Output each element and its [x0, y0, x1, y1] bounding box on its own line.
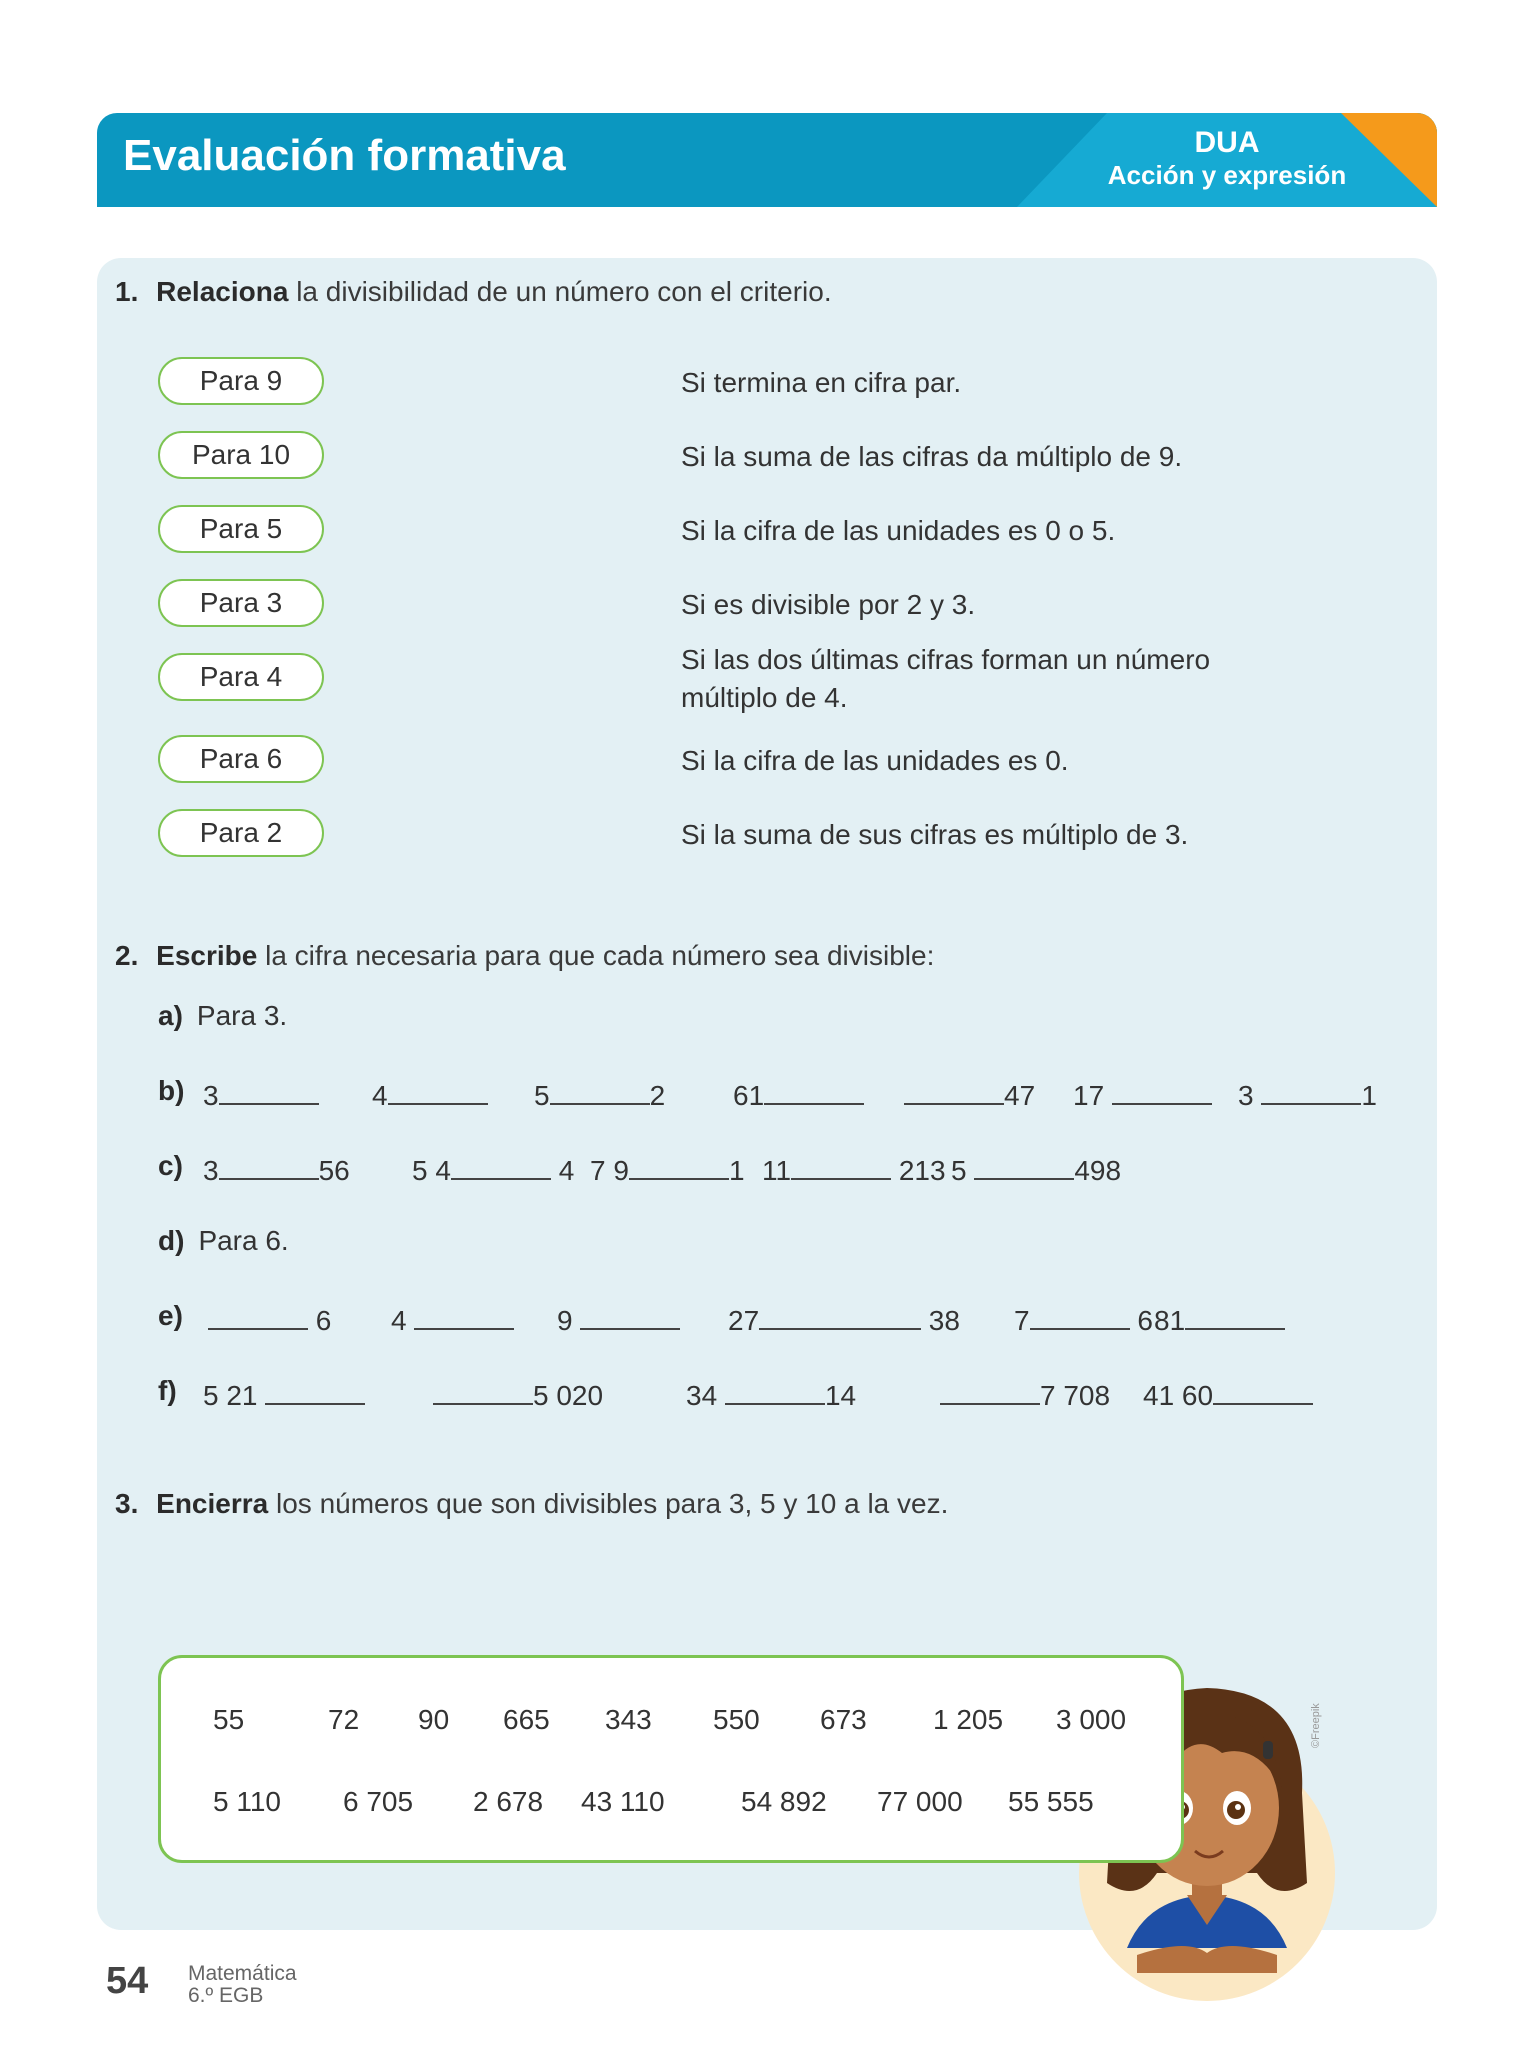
blank-item-b[interactable]: [1238, 1075, 1377, 1112]
blank-item-e[interactable]: [1014, 1300, 1153, 1337]
answer-blank[interactable]: [725, 1375, 825, 1405]
number-option[interactable]: 6 705: [343, 1786, 414, 1817]
answer-blank[interactable]: [580, 1300, 680, 1330]
blank-prefix: 5 21: [203, 1380, 266, 1411]
blank-suffix: 5 020: [533, 1380, 604, 1411]
pill-para-3[interactable]: Para 3: [158, 579, 324, 627]
blank-item-b[interactable]: [904, 1075, 1035, 1112]
footer-subject: [188, 1963, 297, 2007]
question-2-verb: Escribe: [156, 940, 258, 971]
pill-para-9[interactable]: Para 9: [158, 357, 324, 405]
answer-blank[interactable]: [219, 1075, 319, 1105]
number-option[interactable]: 2 678: [473, 1786, 544, 1817]
answer-blank[interactable]: [433, 1375, 533, 1405]
blank-prefix: 27: [728, 1305, 760, 1336]
answer-blank[interactable]: [219, 1150, 319, 1180]
criterion-3[interactable]: Si la cifra de las unidades es 0 o 5.: [681, 515, 1116, 546]
numbers-box: [158, 1655, 1184, 1863]
criterion-6[interactable]: Si la cifra de las unidades es 0.: [681, 745, 1069, 776]
blank-prefix: 7 9: [590, 1155, 629, 1186]
question-3-verb: Encierra: [156, 1488, 269, 1519]
subject-grade: 6.º EGB: [188, 1984, 264, 2007]
pill-para-2[interactable]: Para 2: [158, 809, 324, 857]
dua-label: [1097, 127, 1357, 191]
blank-suffix: 7 708: [1040, 1380, 1111, 1411]
criterion-2[interactable]: Si la suma de las cifras da múltiplo de 9.: [681, 441, 1183, 472]
question-1-number: 1.: [115, 276, 139, 307]
blank-item-e[interactable]: [557, 1300, 680, 1337]
answer-blank[interactable]: [764, 1075, 864, 1105]
answer-blank[interactable]: [974, 1150, 1074, 1180]
blank-item-c[interactable]: [590, 1150, 745, 1187]
subitem-a: [158, 1000, 287, 1032]
blank-prefix: 11: [762, 1155, 792, 1186]
answer-blank[interactable]: [940, 1375, 1040, 1405]
subitem-d: [158, 1225, 289, 1257]
answer-blank[interactable]: [1030, 1300, 1130, 1330]
answer-blank[interactable]: [388, 1075, 488, 1105]
blank-suffix: 2: [649, 1080, 666, 1111]
dua-title: DUA: [1194, 126, 1260, 159]
blank-item-f[interactable]: [686, 1375, 856, 1412]
blank-item-b[interactable]: [1073, 1075, 1212, 1112]
answer-blank[interactable]: [791, 1150, 891, 1180]
number-option[interactable]: 673: [820, 1704, 867, 1735]
subitem-e-label: e): [158, 1300, 183, 1331]
blank-prefix: 3: [203, 1080, 219, 1111]
blank-prefix: 4: [391, 1305, 415, 1336]
answer-blank[interactable]: [1185, 1300, 1285, 1330]
subitem-d-label: d): [158, 1225, 185, 1256]
question-1: [115, 276, 832, 308]
blank-suffix: 6: [308, 1305, 332, 1336]
pill-para-10[interactable]: Para 10: [158, 431, 324, 479]
pill-para-4[interactable]: Para 4: [158, 653, 324, 701]
blank-suffix: 1: [728, 1155, 745, 1186]
blank-suffix: 1: [1361, 1080, 1377, 1111]
blank-item-f[interactable]: [203, 1375, 365, 1412]
blank-item-c[interactable]: [951, 1150, 1121, 1187]
pill-para-6[interactable]: Para 6: [158, 735, 324, 783]
blank-prefix: 7: [1014, 1305, 1030, 1336]
blank-item-e[interactable]: [208, 1300, 331, 1337]
blank-item-f[interactable]: [433, 1375, 603, 1412]
number-option[interactable]: 55: [213, 1704, 245, 1735]
answer-blank[interactable]: [821, 1300, 921, 1330]
question-1-verb: Relaciona: [156, 276, 289, 307]
subitem-b-label: b): [158, 1075, 185, 1106]
blank-prefix: 5: [951, 1155, 975, 1186]
answer-blank[interactable]: [550, 1075, 650, 1105]
question-3: [115, 1488, 948, 1520]
blank-prefix: 3: [203, 1155, 219, 1186]
criterion-7[interactable]: Si la suma de sus cifras es múltiplo de 3.: [681, 819, 1189, 850]
blank-prefix: 41 60: [1143, 1380, 1214, 1411]
answer-blank[interactable]: [1213, 1375, 1313, 1405]
blank-suffix: 6: [1129, 1305, 1153, 1336]
image-credit: ©Freepik: [1310, 1703, 1322, 1748]
blank-item-c[interactable]: [203, 1150, 350, 1187]
number-option[interactable]: 43 110: [581, 1786, 665, 1817]
blank-suffix: 38: [921, 1305, 960, 1336]
subitem-f-label: f): [158, 1375, 177, 1406]
question-2-number: 2.: [115, 940, 139, 971]
number-option[interactable]: 550: [713, 1704, 760, 1735]
pill-para-5[interactable]: Para 5: [158, 505, 324, 553]
blank-item-b[interactable]: [534, 1075, 665, 1112]
number-option[interactable]: 343: [605, 1704, 652, 1735]
criterion-5[interactable]: Si las dos últimas cifras forman un número múltiplo de 4.: [681, 644, 1211, 713]
answer-blank[interactable]: [629, 1150, 729, 1180]
blank-prefix: 9: [557, 1305, 581, 1336]
blank-prefix: 34: [686, 1380, 725, 1411]
answer-blank[interactable]: [451, 1150, 551, 1180]
number-option[interactable]: 665: [503, 1704, 550, 1735]
number-option[interactable]: 54 892: [741, 1786, 827, 1817]
number-option[interactable]: 72: [328, 1704, 360, 1735]
blank-prefix: 4: [372, 1080, 388, 1111]
blank-item-f[interactable]: [1143, 1375, 1313, 1412]
page-title: Evaluación formativa: [123, 131, 566, 180]
number-option[interactable]: 55 555: [1008, 1786, 1094, 1817]
number-option[interactable]: 1 205: [933, 1704, 1004, 1735]
blank-item-b[interactable]: [372, 1075, 488, 1112]
answer-blank[interactable]: [1112, 1075, 1212, 1105]
criterion-4[interactable]: Si es divisible por 2 y 3.: [681, 589, 976, 620]
header-banner: [97, 113, 1437, 207]
question-1-text: la divisibilidad de un número con el criterio.: [288, 276, 832, 307]
number-option[interactable]: 3 000: [1056, 1704, 1127, 1735]
answer-blank[interactable]: [265, 1375, 365, 1405]
criterion-1[interactable]: Si termina en cifra par.: [681, 367, 962, 398]
subject-name: Matemática: [188, 1962, 297, 1985]
blank-prefix: 3: [1238, 1080, 1262, 1111]
blank-suffix: 213: [891, 1155, 946, 1186]
blank-item-e[interactable]: [391, 1300, 514, 1337]
subitem-a-text: Para 3.: [196, 1000, 288, 1031]
answer-blank[interactable]: [1261, 1075, 1361, 1105]
question-3-text: los números que son divisibles para 3, 5 y 10 a la vez.: [268, 1488, 949, 1519]
number-option[interactable]: 77 000: [877, 1786, 963, 1817]
blank-prefix: 5: [534, 1080, 550, 1111]
blank-item-b[interactable]: [203, 1075, 319, 1112]
answer-blank[interactable]: [904, 1075, 1004, 1105]
blank-item-f[interactable]: [940, 1375, 1110, 1412]
number-option[interactable]: 90: [418, 1704, 450, 1735]
blank-item-e[interactable]: [1154, 1300, 1285, 1337]
subitem-d-text: Para 6.: [198, 1225, 289, 1256]
exercise-panel: [97, 258, 1437, 1930]
page-number: 54: [106, 1960, 149, 2002]
blank-item-e[interactable]: [821, 1300, 960, 1337]
answer-blank[interactable]: [208, 1300, 308, 1330]
number-option[interactable]: 5 110: [213, 1786, 281, 1817]
blank-prefix: 5 4: [412, 1155, 451, 1186]
blank-item-c[interactable]: [412, 1150, 574, 1187]
blank-suffix: 56: [318, 1155, 350, 1186]
blank-prefix: 17: [1073, 1080, 1112, 1111]
blank-suffix: 4: [550, 1155, 575, 1186]
blank-prefix: 61: [733, 1080, 765, 1111]
blank-item-b[interactable]: [733, 1075, 864, 1112]
subitem-a-label: a): [158, 1000, 183, 1031]
subitem-c-label: c): [158, 1150, 183, 1181]
blank-suffix: 47: [1004, 1080, 1036, 1111]
dua-subtitle: Acción y expresión: [1107, 160, 1347, 190]
blank-item-c[interactable]: [762, 1150, 946, 1187]
answer-blank[interactable]: [414, 1300, 514, 1330]
question-3-number: 3.: [115, 1488, 139, 1519]
question-2: [115, 940, 934, 972]
blank-suffix: 14: [824, 1380, 857, 1411]
blank-prefix: 81: [1154, 1305, 1186, 1336]
question-2-text: la cifra necesaria para que cada número sea divisible:: [257, 940, 935, 971]
blank-suffix: 498: [1074, 1155, 1122, 1186]
